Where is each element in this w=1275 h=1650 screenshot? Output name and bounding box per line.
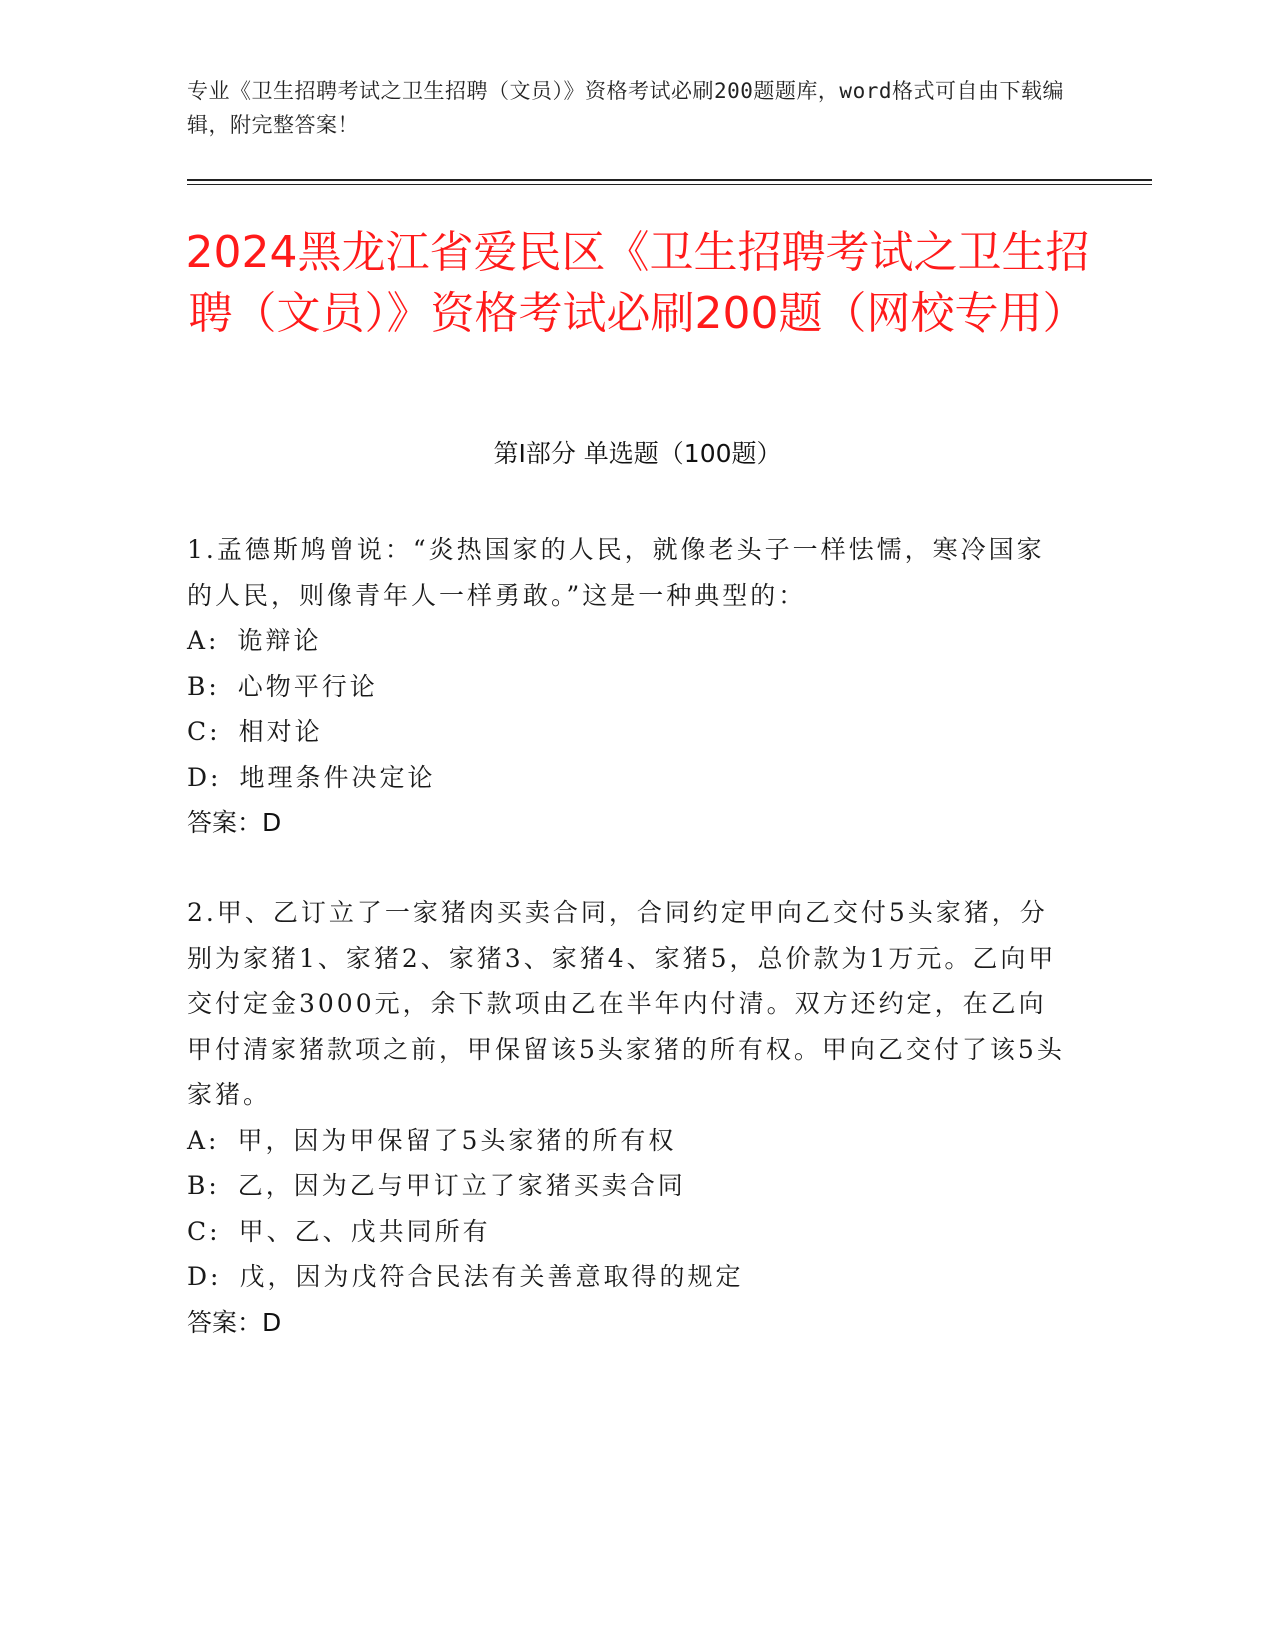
option-text: 地理条件决定论 — [239, 762, 436, 792]
option-b — [187, 664, 1072, 710]
option-text: 心物平行论 — [237, 671, 378, 701]
header-divider-thin — [187, 184, 1152, 185]
option-c — [187, 1209, 1072, 1255]
option-key: C: — [187, 717, 221, 746]
section-title: 第Ⅰ部分 单选题（100题） — [493, 439, 782, 468]
answer-line: 答案：D — [187, 808, 282, 837]
question-2 — [187, 890, 1072, 1345]
question-stem: 1.孟德斯鸠曾说：“炎热国家的人民，就像老头子一样怯懦，寒冷国家的人民，则像青年人一样勇敢。”这是一种典型的： — [187, 535, 1045, 610]
option-key: B: — [187, 671, 220, 701]
option-a — [187, 1118, 1072, 1164]
option-key: C: — [187, 1216, 221, 1246]
header-note: 专业《卫生招聘考试之卫生招聘（文员）》资格考试必刷200题题库，word格式可自由下载编辑，附完整答案！ — [187, 79, 1064, 137]
option-key: D: — [187, 1262, 222, 1291]
option-c — [187, 709, 1072, 755]
question-1 — [187, 527, 1072, 846]
document-title: 2024黑龙江省爱民区《卫生招聘考试之卫生招聘（文员）》资格考试必刷200题（网校专用） — [185, 227, 1090, 339]
answer-line: 答案：D — [187, 1307, 282, 1337]
option-key: A: — [187, 626, 220, 655]
option-text: 诡辩论 — [237, 626, 322, 655]
option-d — [187, 755, 1072, 801]
option-text: 相对论 — [238, 717, 323, 746]
question-stem: 2.甲、乙订立了一家猪肉买卖合同，合同约定甲向乙交付5头家猪，分别为家猪1、家猪2、家猪3、家猪4、家猪5，总价款为1万元。乙向甲交付定金3000元，余下款项由乙在半年内付清。双方还约定，在乙向甲付清家猪款项之前，甲保留该5头家猪的所有权。甲向乙交付了该5头家猪。 — [187, 898, 1065, 1109]
option-d — [187, 1254, 1072, 1300]
option-key: A: — [187, 1125, 220, 1155]
option-text: 甲，因为甲保留了5头家猪的所有权 — [237, 1125, 677, 1155]
header-divider-thick — [187, 179, 1152, 181]
option-key: D: — [187, 762, 222, 792]
option-a — [187, 618, 1072, 664]
option-text: 乙，因为乙与甲订立了家猪买卖合同 — [237, 1171, 686, 1200]
option-b — [187, 1163, 1072, 1209]
option-text: 甲、乙、戊共同所有 — [238, 1216, 491, 1246]
option-text: 戊，因为戊符合民法有关善意取得的规定 — [239, 1262, 744, 1291]
option-key: B: — [187, 1171, 220, 1200]
